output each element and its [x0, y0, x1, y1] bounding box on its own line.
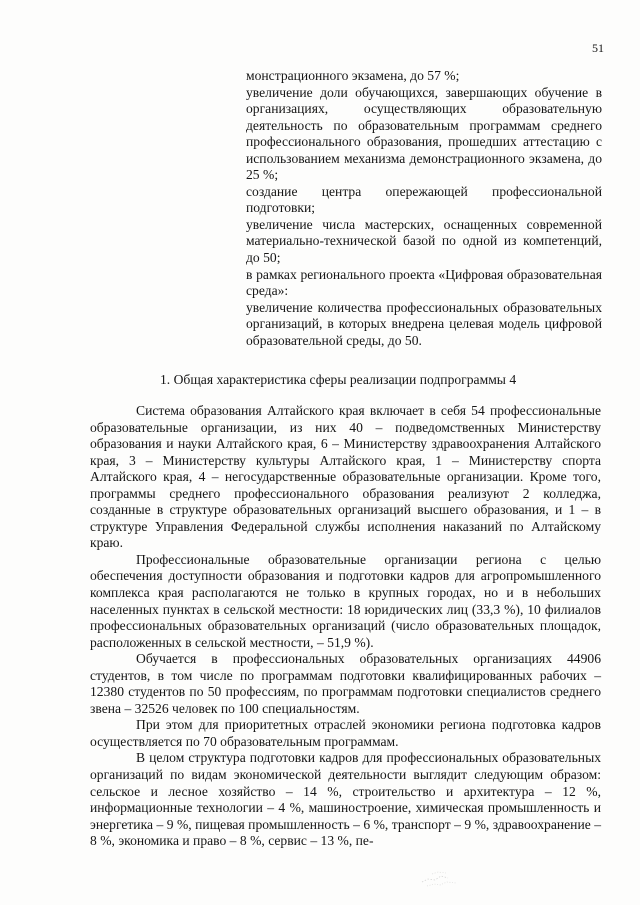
continuation-item: создание центра опережающей профессиональной подготовки; — [246, 183, 602, 216]
paragraph: Профессиональные образовательные организации региона с целью обеспечения доступности образования и подготовки кадров для агропромышленного комплекса края располагаются не только в крупных городах, но и в небольших населенных пунктах в сельской местности: 18 юридических лиц (33,3 %), 10 филиалов профессиональных образовательных организаций (число образовательных площадок, расположенных в сельской местности, – 51,9 %). — [90, 551, 601, 650]
continuation-list — [246, 68, 602, 349]
body-text — [90, 403, 601, 850]
page-number: 51 — [592, 41, 604, 55]
paragraph: В целом структура подготовки кадров для профессиональных образовательных организаций по видам экономической деятельности выглядит следующим образом: сельское и лесное хозяйство – 14 %, строительство и архитектура – 12 %, информационные технологии – 4 %, машиностроение, химическая промышленность и энергетика – 9 %, пищевая промышленность – 6 %, транспорт – 9 %, здравоохранение – 8 %, экономика и право – 8 %, сервис – 13 %, пе- — [90, 750, 601, 849]
paragraph: При этом для приоритетных отраслей экономики региона подготовка кадров осуществляется по 70 образовательным программам. — [90, 717, 601, 749]
section-heading: 1. Общая характеристика сферы реализации подпрограммы 4 — [160, 372, 517, 387]
continuation-item: в рамках регионального проекта «Цифровая образовательная среда»: — [246, 266, 602, 299]
paragraph: Система образования Алтайского края включает в себя 54 профессиональные образовательные организации, из них 40 – подведомственных Министерству образования и науки Алтайского края, 6 – Министерству здравоохранения Алтайского края, 3 – Министерству культуры Алтайского края, 1 – Министерству спорта Алтайского края, 4 – негосударственные образовательные организации. Кроме того, программы среднего профессионального образования реализуют 2 колледжа, созданные в структуре образовательных организаций высшего образования, и 1 – в структуре Управления Федеральной службы исполнения наказаний по Алтайскому краю. — [90, 403, 601, 551]
continuation-item: увеличение числа мастерских, оснащенных современной материально-технической базой по одной из компетенций, до 50; — [246, 216, 602, 266]
continuation-item: увеличение количества профессиональных образовательных организаций, в которых внедрена целевая модель цифровой образовательной среды, до 50. — [246, 299, 602, 348]
continuation-item: увеличение доли обучающихся, завершающих обучение в организациях, осуществляющих образовательную деятельность по образовательным программам среднего профессионального образования, прошедших аттестацию с использованием механизма демонстрационного экзамена, до 25 %; — [246, 84, 602, 183]
paragraph: Обучается в профессиональных образовательных организациях 44906 студентов, в том числе по программам подготовки квалифицированных рабочих – 12380 студентов по 50 профессиям, по программам подготовки специалистов среднего звена – 32526 человек по 100 специальностям. — [90, 651, 601, 716]
continuation-item: монстрационного экзамена, до 57 %; — [246, 68, 460, 83]
scan-artifact-mark — [418, 868, 464, 890]
